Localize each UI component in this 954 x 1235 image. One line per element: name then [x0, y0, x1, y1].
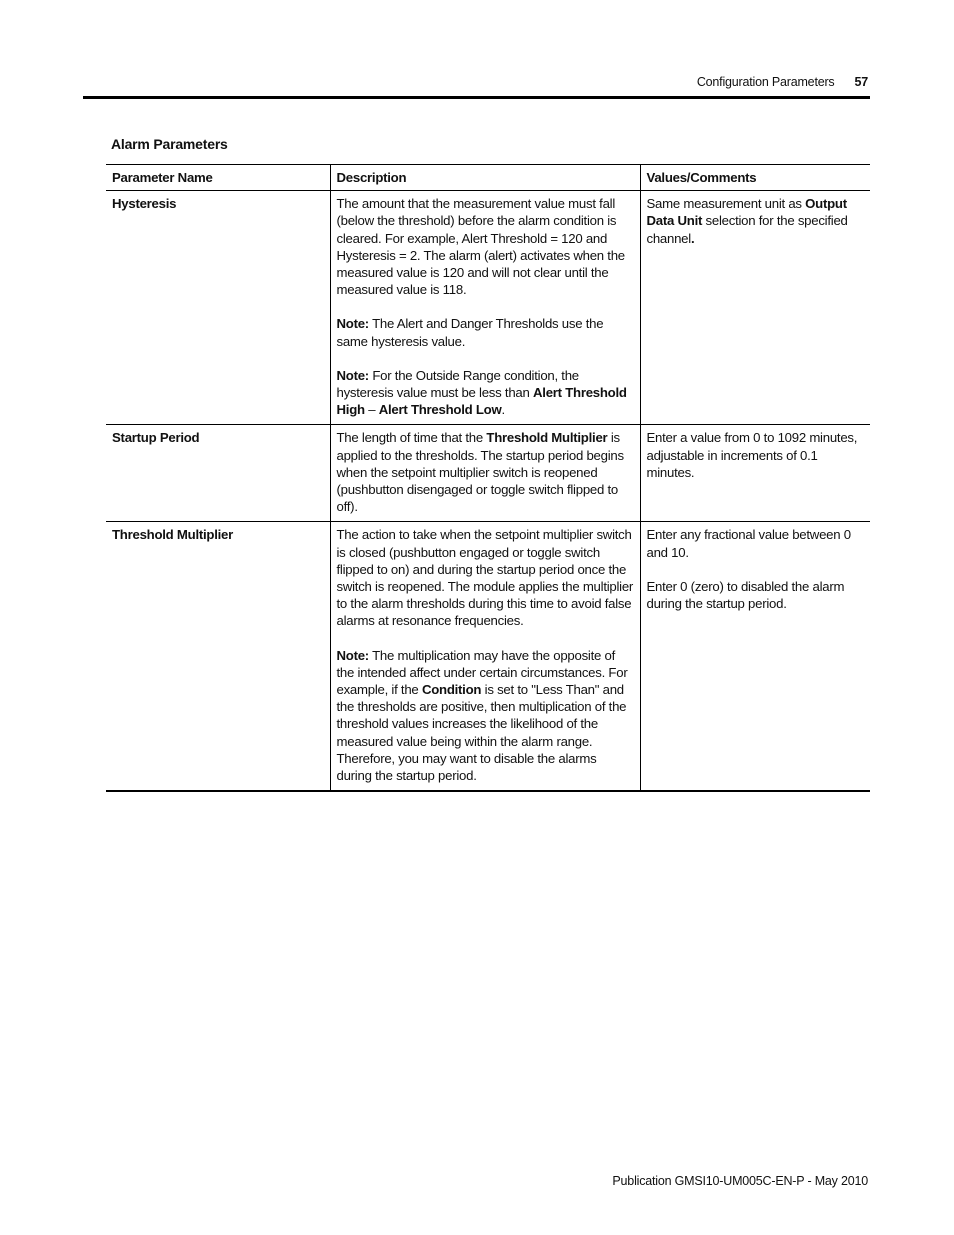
parameter-values	[640, 425, 870, 522]
parameter-name: Threshold Multiplier	[106, 522, 330, 791]
note-text: –	[364, 402, 379, 418]
values-text: Same measurement unit as	[646, 196, 806, 212]
description-paragraph: The action to take when the setpoint multiplier switch is closed (pushbutton engaged or toggle switch flipped to on) and during the startup period once the switch is reopened. The module applies the multiplier to the alarm thresholds during this time to avoid false alarms at resonance frequencies.	[336, 527, 634, 629]
column-header-description: Description	[330, 165, 640, 191]
parameter-values	[640, 522, 870, 791]
values-paragraph	[647, 195, 866, 247]
table-row	[106, 425, 870, 522]
note-text: For the Outside Range condition, the hysteresis value must be less than	[336, 367, 579, 401]
note-text: .	[501, 402, 505, 418]
values-paragraph: Enter 0 (zero) to disabled the alarm during the startup period.	[646, 578, 845, 612]
header-rule	[83, 96, 870, 99]
values-text: selection for the specified channel	[646, 213, 848, 246]
table-row	[106, 191, 870, 425]
column-header-values-comments: Values/Comments	[640, 165, 870, 191]
table-header-row	[106, 165, 870, 191]
parameter-name: Startup Period	[106, 425, 330, 522]
note-paragraph	[337, 367, 635, 419]
note-paragraph	[337, 315, 635, 349]
description-paragraph: The amount that the measurement value must fall (below the threshold) before the alarm condition is cleared. For example, Alert Threshold = 120 and Hysteresis = 2. The alarm (alert) activates when the measured value is 120 and will not clear until the measured value is 118.	[336, 196, 625, 298]
table-title: Alarm Parameters	[111, 136, 228, 152]
header-section-title: Configuration Parameters	[696, 75, 835, 89]
page-number: 57	[854, 75, 868, 89]
note-text: The Alert and Danger Thresholds use the same hysteresis value.	[336, 316, 604, 349]
description-text: is applied to the thresholds. The startup period begins when the setpoint multiplier switch is reopened (pushbutton disengaged or toggle switch flipped to off).	[336, 430, 624, 515]
parameter-description	[330, 522, 640, 791]
note-label: Note:	[336, 316, 369, 332]
running-header	[697, 75, 868, 89]
publication-footer: Publication GMSI10-UM005C-EN-P - May 2010	[612, 1174, 868, 1188]
parameter-description	[330, 191, 640, 425]
emphasis-text: Output Data Unit	[646, 196, 847, 229]
parameter-name: Hysteresis	[106, 191, 330, 425]
parameter-values	[640, 191, 870, 425]
description-paragraph	[337, 429, 635, 515]
table-row	[106, 522, 870, 791]
emphasis-text: Alert Threshold High	[336, 385, 627, 418]
emphasis-text: .	[690, 230, 695, 246]
column-header-parameter-name: Parameter Name	[106, 165, 330, 191]
values-paragraph: Enter any fractional value between 0 and 10.	[646, 527, 851, 560]
description-text: The length of time that the	[336, 430, 487, 446]
parameter-description	[330, 425, 640, 522]
values-paragraph: Enter a value from 0 to 1092 minutes, adjustable in increments of 0.1 minutes.	[646, 430, 858, 480]
note-text: The multiplication may have the opposite of the intended affect under certain circumstances. For example, if the	[336, 647, 628, 698]
emphasis-text: Threshold Multiplier	[486, 430, 608, 446]
note-text: is set to "Less Than" and the thresholds are positive, then multiplication of the threshold values increases the likelihood of the measured value being within the alarm range. Therefore, you may want to disable the alarms during the startup period.	[336, 682, 627, 784]
note-label: Note:	[336, 367, 369, 383]
alarm-parameters-table	[106, 164, 870, 792]
note-label: Note:	[336, 647, 369, 663]
emphasis-text: Condition	[421, 682, 482, 698]
note-paragraph	[337, 647, 635, 785]
emphasis-text: Alert Threshold Low	[378, 402, 502, 418]
